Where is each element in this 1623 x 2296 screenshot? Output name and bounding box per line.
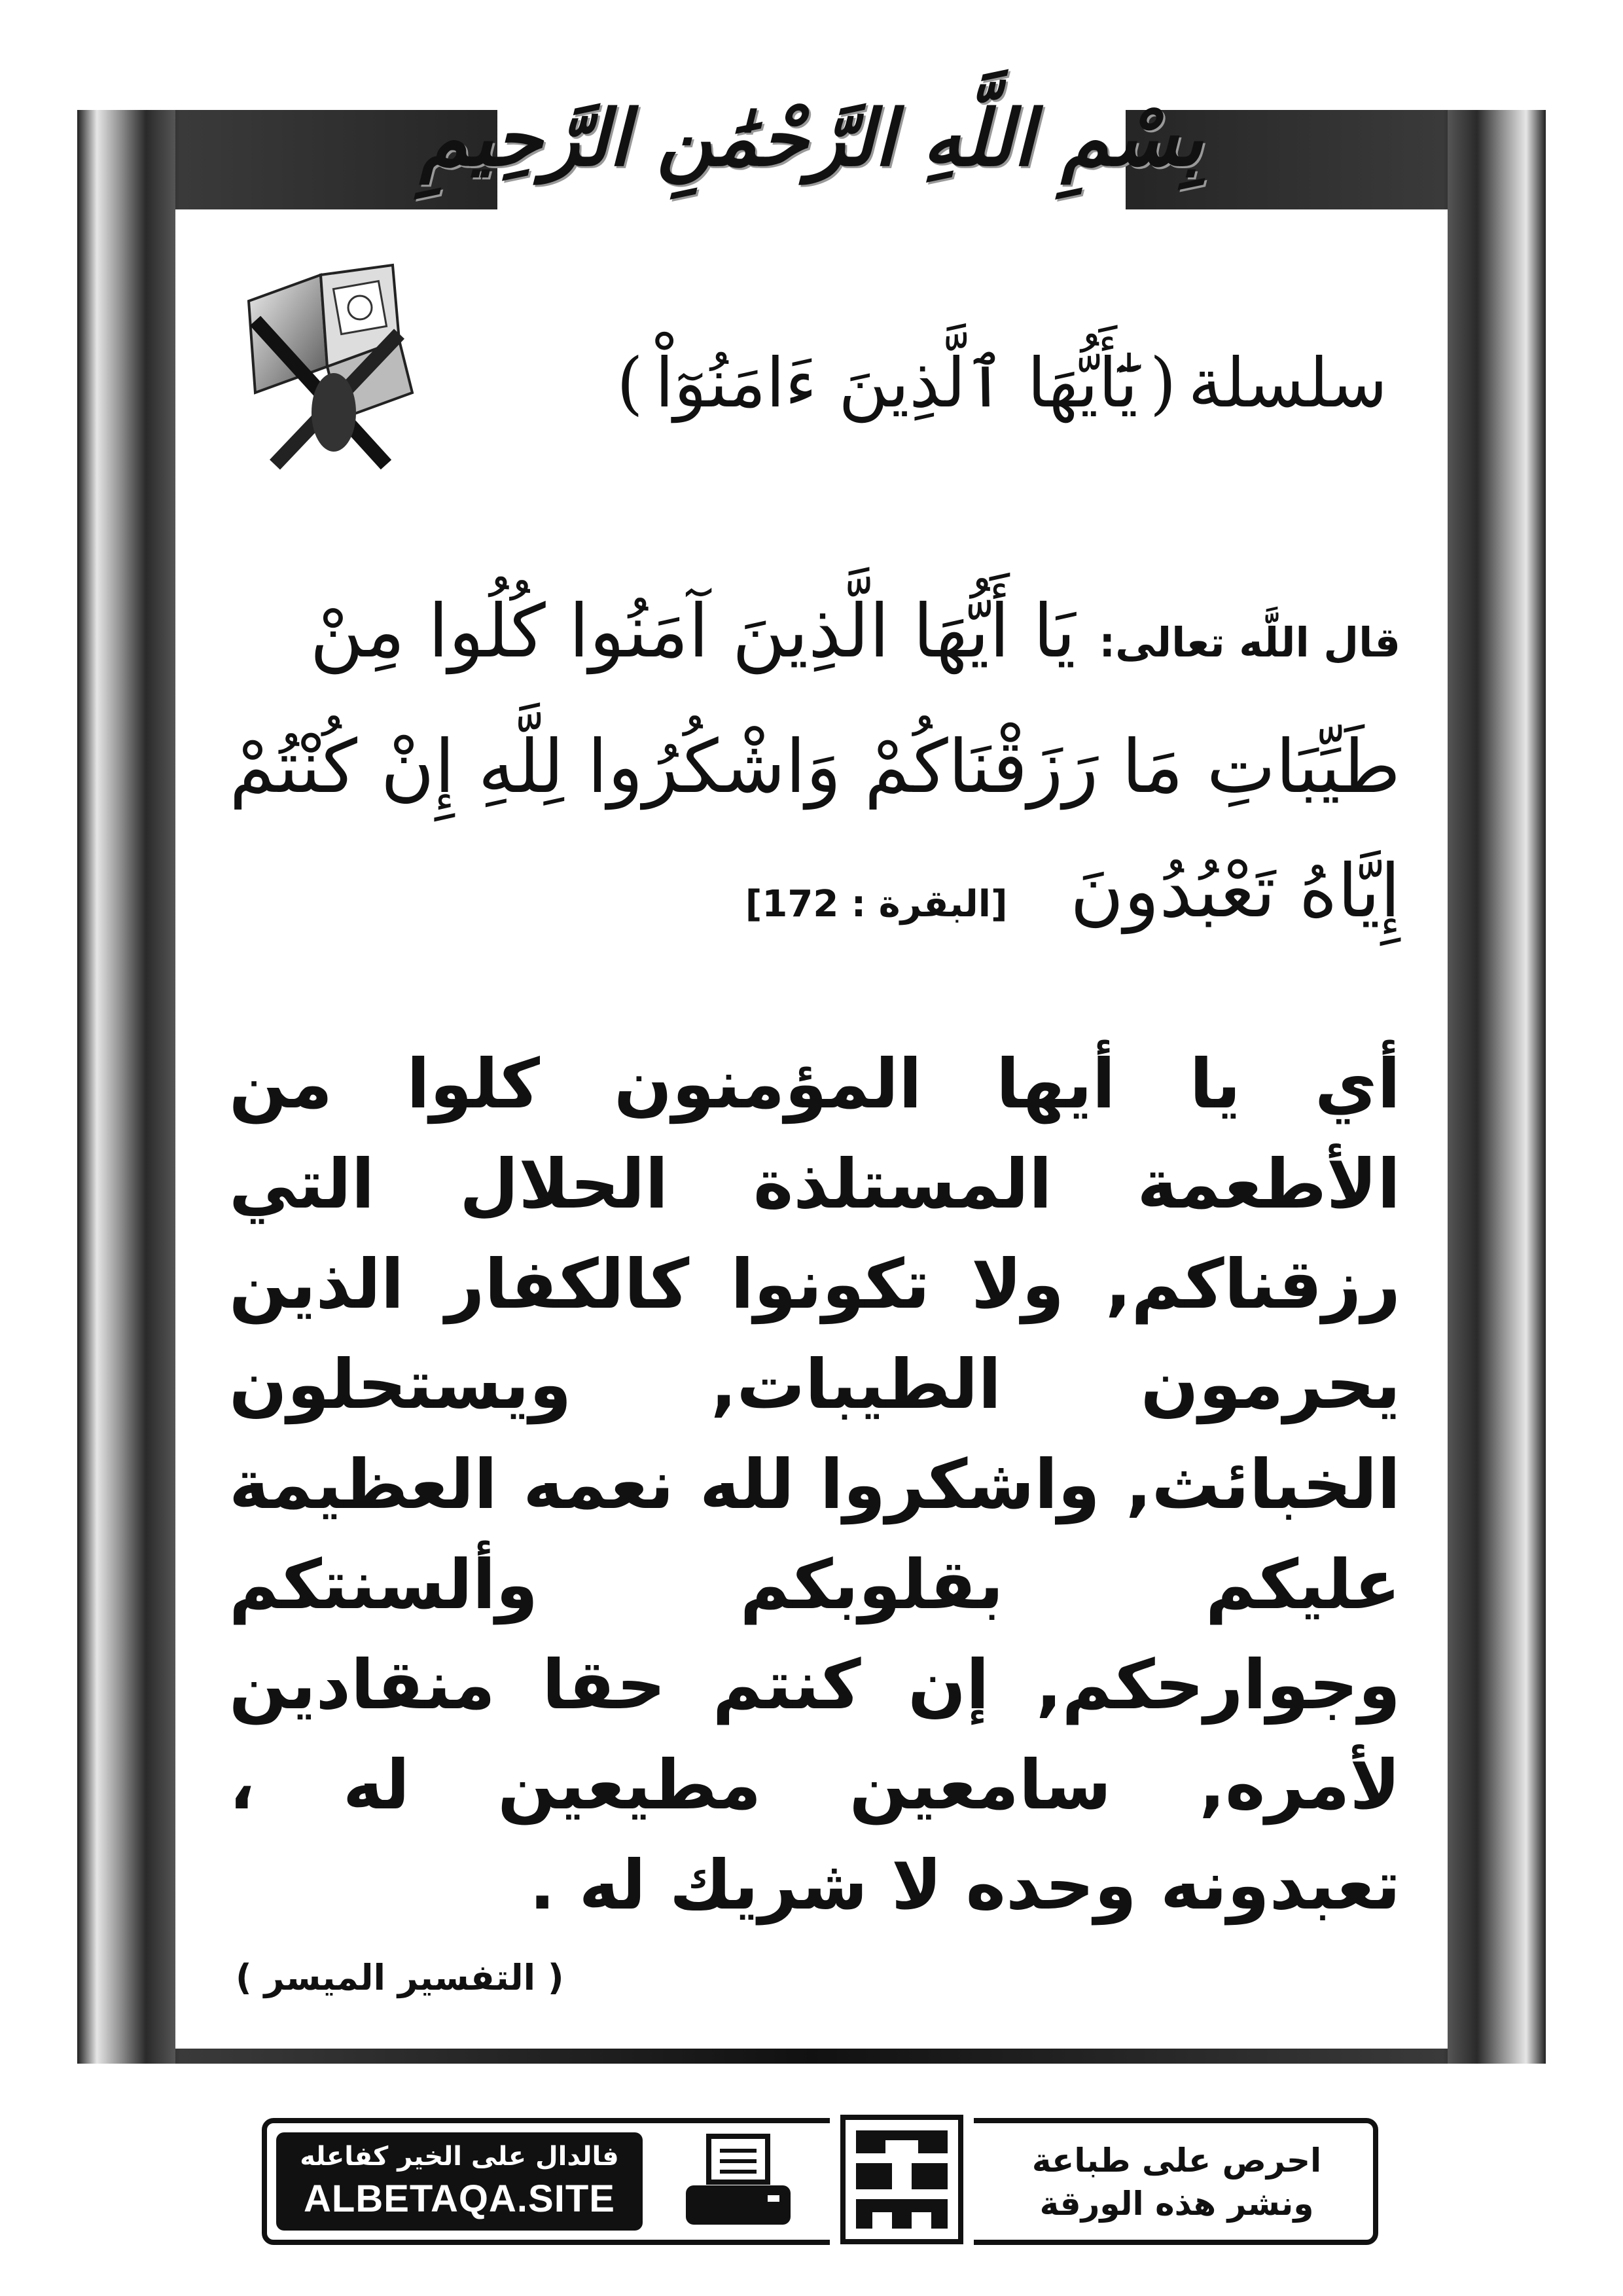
series-close-paren: ) <box>616 343 643 423</box>
series-open-paren: ( <box>1149 343 1177 423</box>
left-pillar <box>77 110 175 2064</box>
footer-call-to-action <box>993 2132 1360 2231</box>
cta-line-2: ونشر هذه الورقة <box>1039 2185 1314 2223</box>
printer-icon <box>673 2123 804 2240</box>
series-label: سلسلة <box>1188 343 1387 423</box>
verse-text: يَا أَيُّهَا الَّذِينَ آمَنُوا كُلُوا مِنْ طَيِّبَاتِ مَا رَزَقْنَاكُمْ وَاشْكُرُوا لِلَّهِ إِنْ كُنْتُمْ إِيَّاهُ تَعْبُدُونَ <box>229 589 1400 934</box>
tafsir-source: ( التفسير الميسر ) <box>236 1957 564 1998</box>
footer-bar <box>262 2118 1378 2245</box>
basmala-calligraphy: بِسْمِ اللَّهِ الرَّحْمَٰنِ الرَّحِيمِ <box>419 92 1204 183</box>
quran-on-stand-icon <box>229 262 425 478</box>
website-link[interactable]: ALBETAQA.SITE <box>304 2178 615 2220</box>
quran-verse <box>223 569 1400 967</box>
series-name: يَٰٓأَيُّهَا ٱلَّذِينَ ءَامَنُوٓاْ <box>654 343 1138 423</box>
dawa-logo <box>830 2104 974 2255</box>
footer-hint: فالدال على الخير كفاعله <box>300 2142 619 2172</box>
verse-intro: قال اللَّه تعالى: <box>1099 619 1400 666</box>
cta-line-1: احرص على طباعة <box>1031 2142 1322 2179</box>
footer-website-box <box>276 2132 643 2231</box>
series-title <box>419 327 1387 439</box>
basmala-banner <box>419 39 1204 236</box>
verse-reference: [البقرة : 172] <box>745 883 1008 925</box>
tafsir-text: أي يا أيها المؤمنون كلوا من الأطعمة المستلذة الحلال التي رزقناكم, ولا تكونوا كالكفار الذين يحرمون الطيبات, ويستحلون الخبائث, واشكروا لله نعمه العظيمة عليكم بقلوبكم وألسنتكم وجوارحكم, إن كنتم حقا منقادين لأمره, سامعين مطيعين له ، تعبدونه وحده لا شريك له . <box>229 1044 1400 1925</box>
right-pillar <box>1448 110 1546 2064</box>
